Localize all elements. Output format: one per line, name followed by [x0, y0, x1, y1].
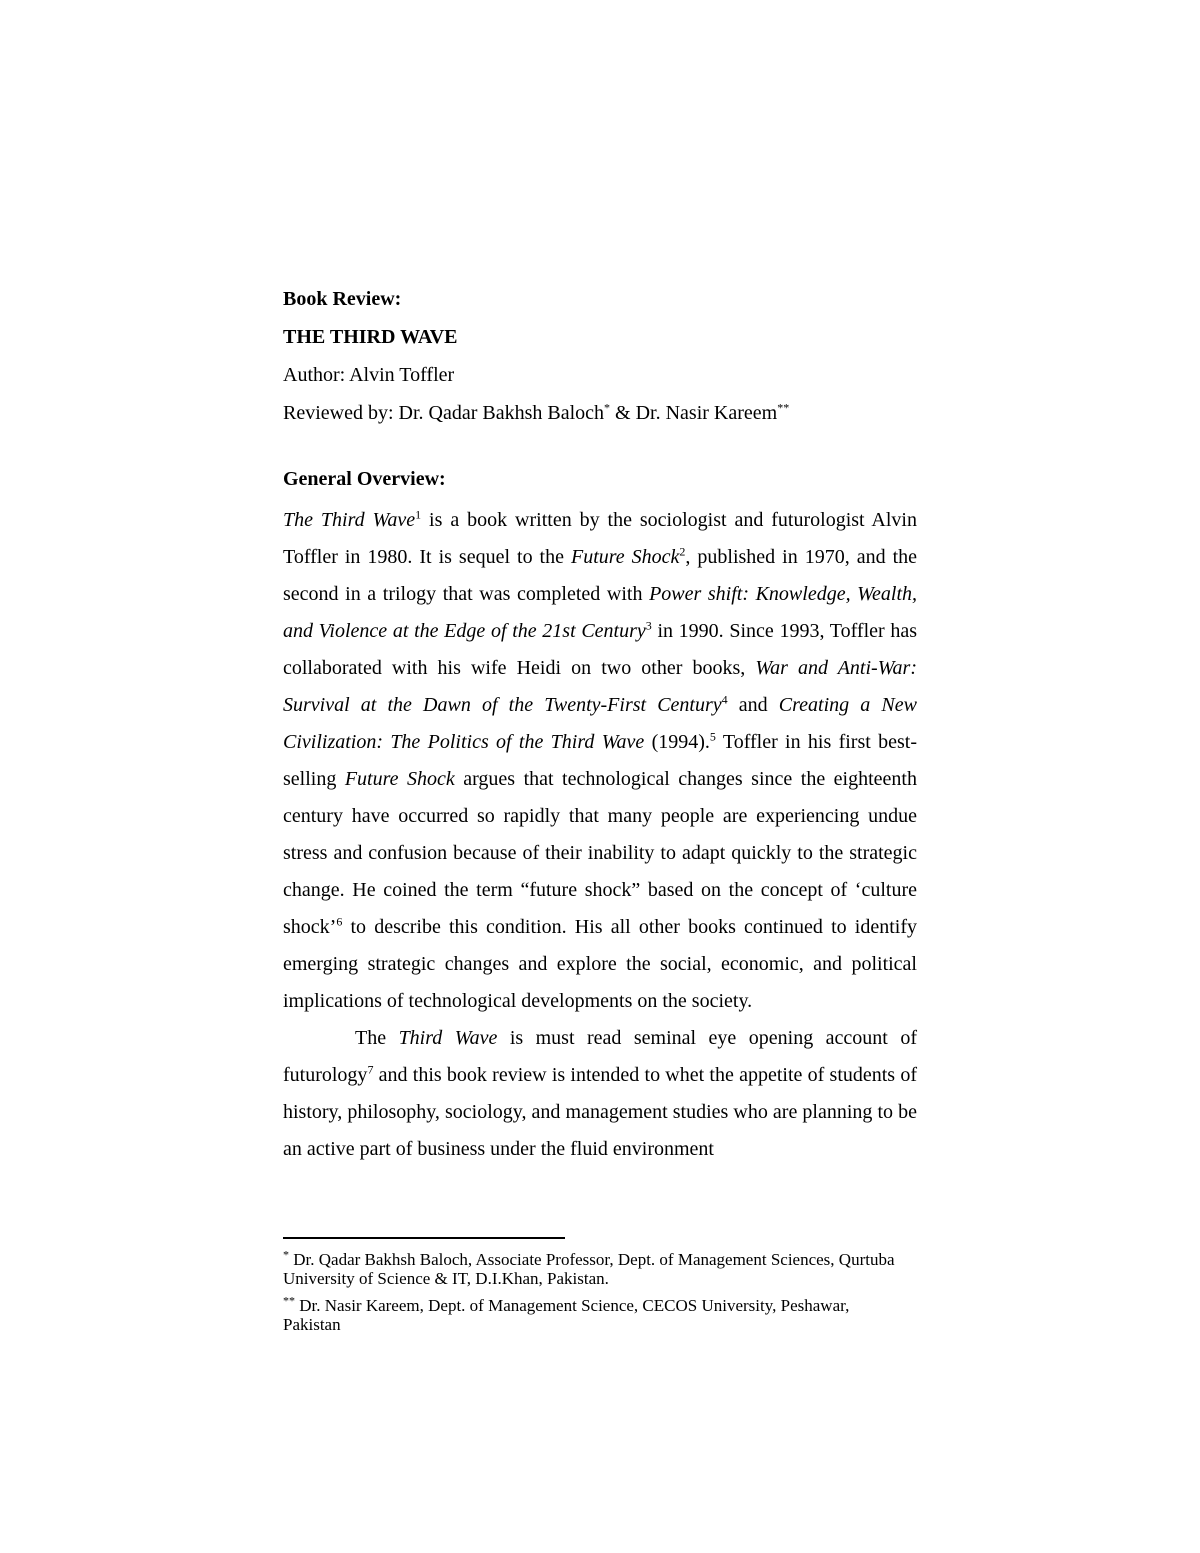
reviewers-line: Reviewed by: Dr. Qadar Bakhsh Baloch* & Dr. Nasir Kareem**	[283, 400, 790, 424]
document-header	[283, 280, 917, 432]
footnote-1: * Dr. Qadar Bakhsh Baloch, Associate Professor, Dept. of Management Sciences, Qurtuba University of Science & IT, D.I.Khan, Pakistan.	[283, 1247, 895, 1288]
section-heading: General Overview:	[283, 468, 446, 490]
body-text	[283, 502, 917, 1168]
review-label: Book Review:	[283, 288, 402, 310]
book-title: THE THIRD WAVE	[283, 326, 458, 348]
footnote-2: ** Dr. Nasir Kareem, Dept. of Management Science, CECOS University, Peshawar, Pakistan	[283, 1293, 850, 1334]
paragraph-2: The Third Wave is must read seminal eye opening account of futurology$^7$ and this book review is intended to whet the appetite of students of history, philosophy, sociology, and management studies who are planning to be an active part of business under the fluid environment	[283, 1027, 917, 1160]
paragraph-1: The Third Wave$^1$ is a book written by the sociologist and futurologist Alvin Toffler in 1980. It is sequel to the Future Shock$^2$, published in 1970, and the second in a trilogy that was completed with Power shift: Knowledge, Wealth, and Violence at the Edge of the 21st Century$^3$ in 1990. Since 1993, Toffler has collaborated with his wife Heidi on two other books, War and Anti-War: Survival at the Dawn of the Twenty-First Century$^4$ and Creating a New Civilization: The Politics of the Third Wave (1994).$^5$ Toffler in his first best-selling Future Shock argues that technological changes since the eighteenth century have occurred so rapidly that many people are experiencing undue stress and confusion because of their inability to adapt quickly to the strategic change. He coined the term “future shock” based on the concept of ‘culture shock’$^6$ to describe this condition. His all other books continued to identify emerging strategic changes and explore the social, economic, and political implications of technological developments on the society.	[283, 507, 918, 1012]
footnote-separator	[283, 1237, 565, 1239]
footnote-mark-1: *	[604, 400, 611, 415]
author-line: Author: Alvin Toffler	[283, 364, 455, 386]
footnote-mark-2: **	[777, 400, 790, 415]
